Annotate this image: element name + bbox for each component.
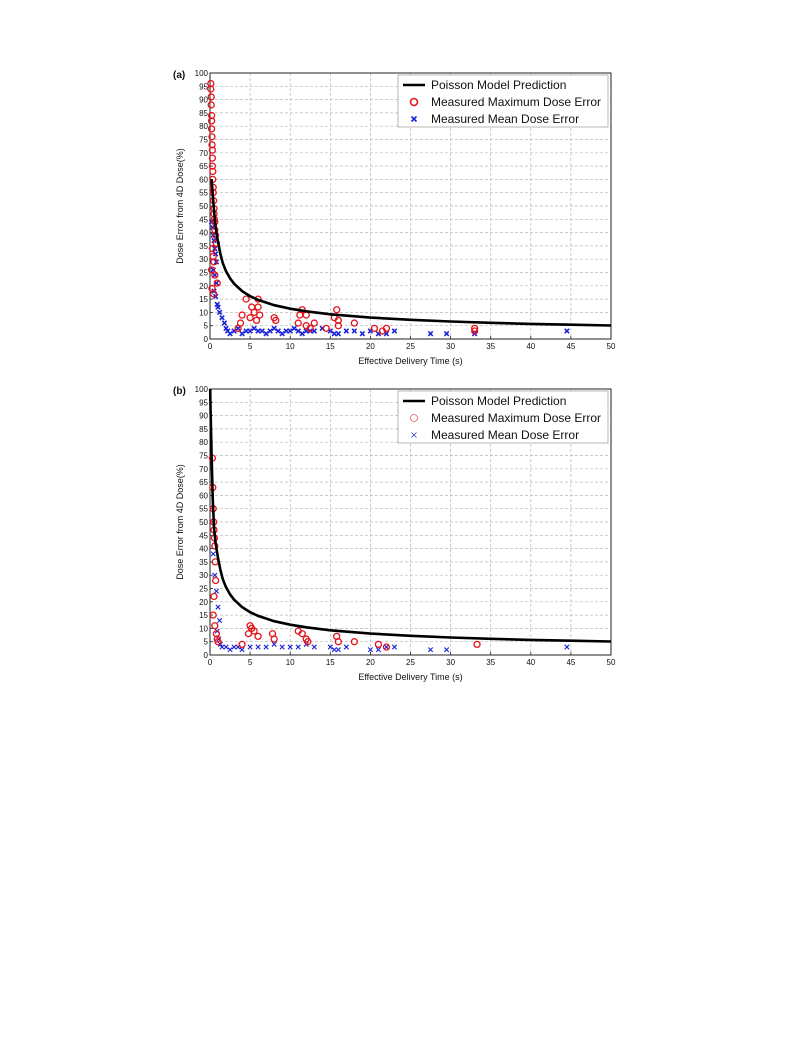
y-tick-label: 40	[199, 544, 208, 554]
y-tick-label: 60	[199, 491, 208, 501]
x-tick-label: 50	[606, 342, 616, 351]
y-tick-label: 65	[199, 162, 208, 172]
legend-label: Poisson Model Prediction	[431, 394, 567, 408]
x-axis-label: Effective Delivery Time (s)	[358, 356, 463, 366]
y-tick-label: 40	[199, 228, 208, 238]
x-tick-label: 45	[566, 658, 576, 667]
legend-entry	[412, 428, 580, 442]
y-tick-label: 80	[199, 438, 208, 448]
y-tick-label: 50	[199, 518, 208, 527]
y-tick-label: 30	[199, 255, 208, 265]
x-tick-label: 35	[486, 342, 496, 351]
y-tick-label: 25	[199, 268, 208, 278]
x-tick-label: 30	[446, 342, 456, 351]
x-tick-label: 0	[207, 342, 213, 351]
legend-entry	[411, 411, 602, 425]
y-tick-label: 15	[199, 295, 208, 305]
y-tick-label: 70	[199, 464, 208, 474]
y-tick-label: 75	[199, 451, 208, 461]
x-tick-label: 40	[526, 658, 536, 667]
legend	[398, 75, 608, 127]
y-tick-label: 85	[199, 424, 208, 434]
y-tick-label: 55	[199, 188, 208, 198]
y-tick-label: 70	[199, 148, 208, 158]
legend-label: Measured Maximum Dose Error	[431, 95, 602, 109]
legend-entry	[411, 95, 602, 109]
x-tick-label: 10	[285, 658, 295, 667]
y-tick-label: 25	[199, 584, 208, 594]
legend-label: Measured Mean Dose Error	[431, 112, 580, 126]
x-tick-label: 15	[325, 342, 335, 351]
panel-label: (a)	[173, 70, 186, 81]
x-tick-label: 15	[325, 658, 335, 667]
y-tick-label: 85	[199, 108, 208, 118]
legend-label: Measured Maximum Dose Error	[431, 411, 602, 425]
y-tick-label: 0	[203, 335, 208, 344]
x-tick-label: 35	[486, 658, 496, 667]
y-tick-label: 75	[199, 135, 208, 145]
y-tick-label: 35	[199, 241, 208, 251]
x-tick-label: 45	[566, 342, 576, 351]
x-tick-label: 20	[365, 342, 375, 351]
legend-label: Measured Mean Dose Error	[431, 428, 580, 442]
y-tick-label: 20	[199, 597, 208, 607]
y-tick-label: 80	[199, 122, 208, 132]
y-tick-label: 60	[199, 175, 208, 185]
y-tick-label: 45	[199, 215, 208, 225]
y-tick-label: 55	[199, 504, 208, 514]
y-tick-label: 90	[199, 411, 208, 421]
y-tick-label: 100	[194, 385, 208, 394]
x-tick-label: 20	[365, 658, 375, 667]
y-tick-label: 5	[203, 321, 208, 331]
y-tick-label: 90	[199, 95, 208, 105]
y-tick-label: 0	[203, 651, 208, 660]
y-tick-label: 15	[199, 611, 208, 621]
y-axis-label: Dose Error from 4D Dose(%)	[175, 148, 185, 264]
x-tick-label: 5	[247, 658, 253, 667]
y-axis-label: Dose Error from 4D Dose(%)	[175, 464, 185, 580]
y-tick-label: 30	[199, 571, 208, 581]
x-axis-label: Effective Delivery Time (s)	[358, 672, 463, 682]
x-tick-label: 30	[446, 658, 456, 667]
y-tick-label: 65	[199, 478, 208, 488]
x-tick-label: 5	[247, 342, 253, 351]
x-tick-label: 40	[526, 342, 536, 351]
y-tick-label: 5	[203, 637, 208, 647]
x-tick-label: 25	[406, 342, 415, 351]
chart-panel-2	[173, 385, 616, 682]
x-tick-label: 50	[606, 658, 616, 667]
legend-label: Poisson Model Prediction	[431, 78, 567, 92]
legend	[398, 391, 608, 443]
y-tick-label: 35	[199, 557, 208, 567]
x-tick-label: 0	[207, 658, 213, 667]
y-tick-label: 20	[199, 281, 208, 291]
y-tick-label: 45	[199, 531, 208, 541]
y-tick-label: 95	[199, 82, 208, 92]
y-tick-label: 10	[199, 308, 208, 318]
y-tick-label: 50	[199, 202, 208, 211]
x-tick-label: 10	[285, 342, 295, 351]
legend-entry	[412, 112, 580, 126]
panel-label: (b)	[173, 386, 186, 397]
y-tick-label: 95	[199, 398, 208, 408]
chart-panel-1	[173, 69, 616, 366]
y-tick-label: 10	[199, 624, 208, 634]
x-tick-label: 25	[406, 658, 415, 667]
y-tick-label: 100	[194, 69, 208, 78]
